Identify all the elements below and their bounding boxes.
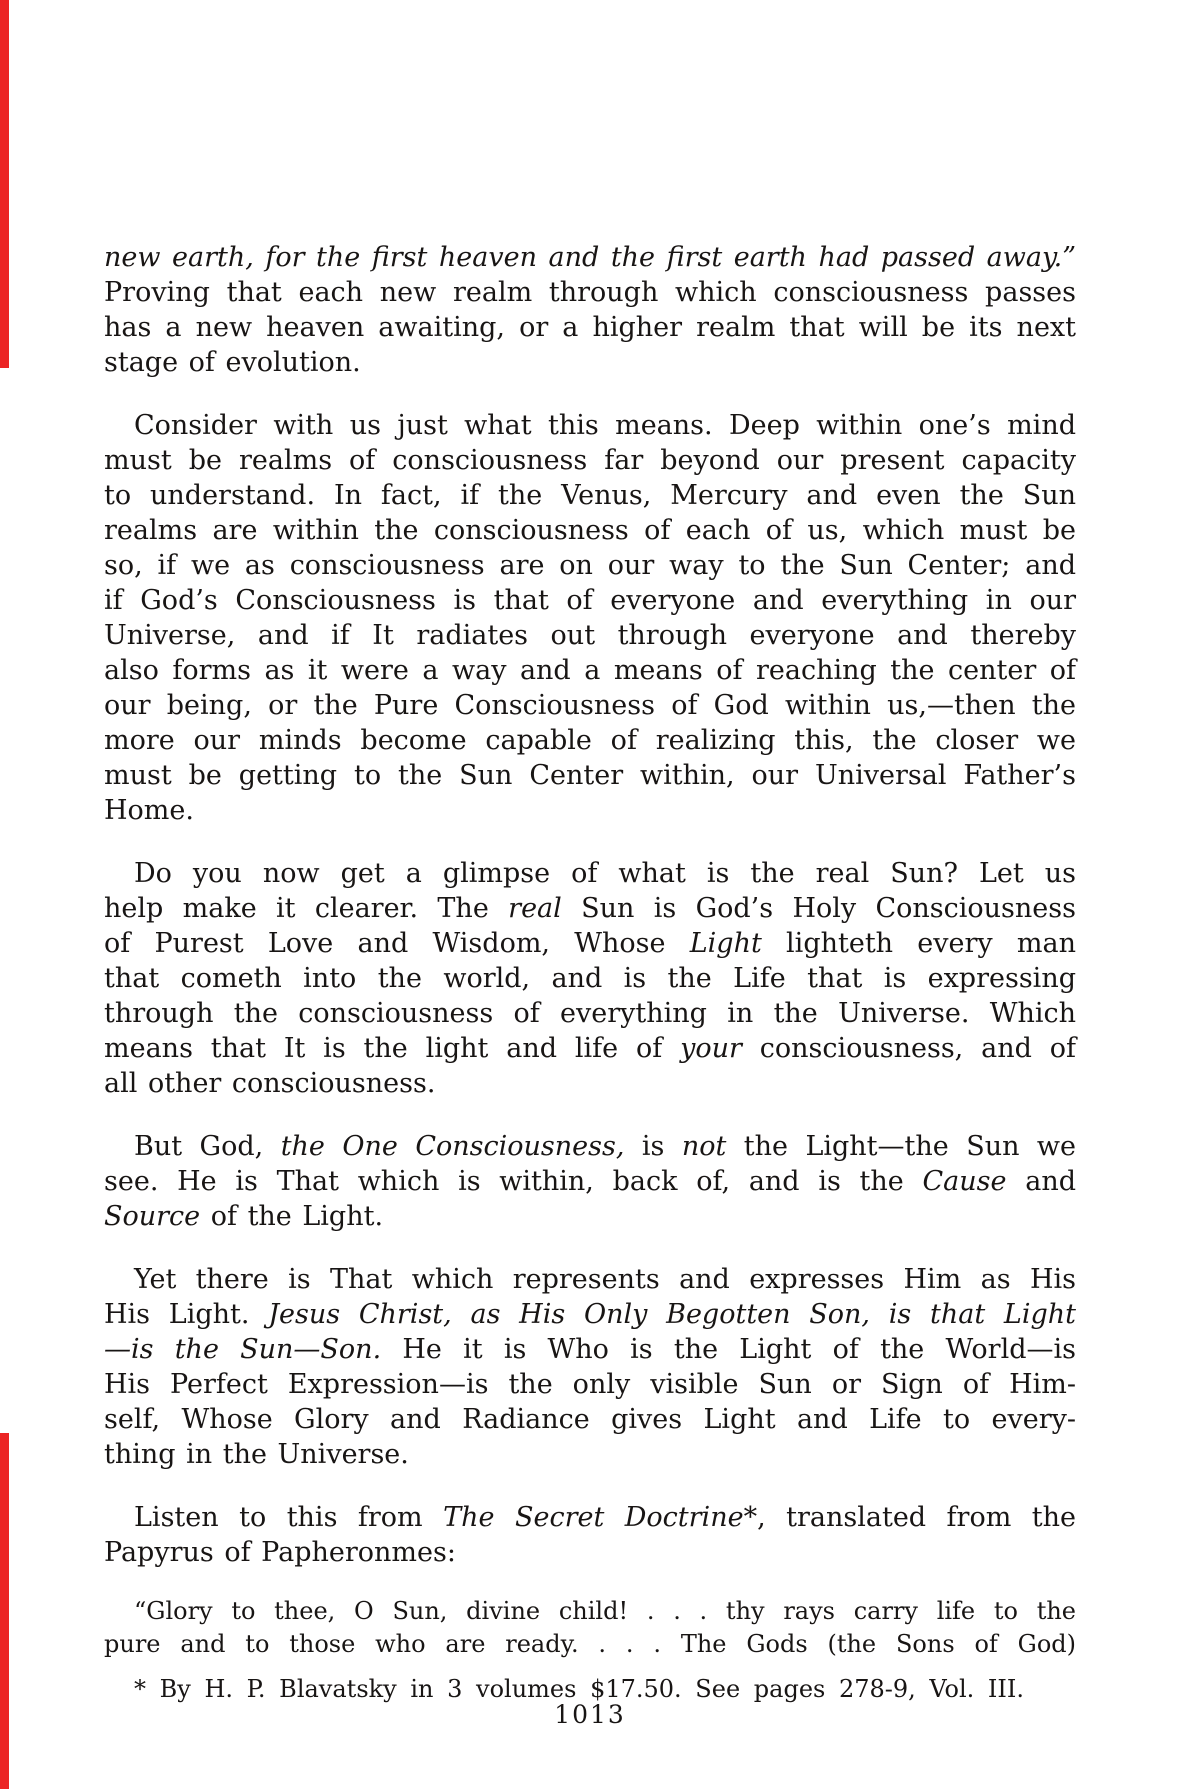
page-number: 1013 [554, 1700, 626, 1729]
text-segment: the Light—the Sun we [726, 1131, 1077, 1162]
text-line [104, 1535, 1076, 1570]
text-line [104, 856, 1076, 891]
italic-text: Cause [922, 1166, 1007, 1197]
page-edge-red-top [0, 0, 9, 368]
text-segment: Consider with us just what this means. Deep within one’s mind [134, 410, 1076, 441]
text-segment: help make it clearer. The [104, 893, 509, 924]
text-segment: realms are within the consciousness of each of us, which must be [104, 515, 1076, 546]
text-segment: pure and to those who are ready. . . . The Gods (the Sons of God) [104, 1630, 1076, 1658]
text-line [104, 583, 1076, 618]
text-line [104, 1164, 1076, 1199]
text-line [104, 310, 1076, 345]
text-segment: so, if we as consciousness are on our way to the Sun Center; and [104, 550, 1076, 581]
text-line [104, 443, 1076, 478]
text-line [104, 723, 1076, 758]
text-line [104, 1297, 1076, 1332]
text-segment: also forms as it were a way and a means of reaching the center of [104, 655, 1076, 686]
text-line [104, 1199, 1076, 1234]
paragraph-consider [104, 408, 1076, 828]
text-line [104, 1129, 1076, 1164]
text-line [104, 408, 1076, 443]
text-line [104, 1031, 1076, 1066]
paragraph-continued [104, 240, 1076, 380]
text-segment: is [624, 1131, 682, 1162]
text-line [104, 926, 1076, 961]
text-segment: means that It is the light and life of [104, 1033, 681, 1064]
text-segment: through the consciousness of everything in the Universe. Which [104, 998, 1076, 1029]
text-line [104, 1332, 1076, 1367]
text-segment: that cometh into the world, and is the Life that is expressing [104, 963, 1076, 994]
text-line [104, 1402, 1076, 1437]
italic-text: not [681, 1131, 727, 1162]
text-segment: must be realms of consciousness far beyond our present capacity [104, 445, 1076, 476]
text-line [104, 275, 1076, 310]
paragraph-but-god [104, 1129, 1076, 1234]
text-line [104, 345, 1076, 380]
text-segment: if God’s Consciousness is that of everyone and everything in our [104, 585, 1076, 616]
text-line [104, 548, 1076, 583]
italic-text: new earth, for the first heaven and the first earth had passed away.” [104, 242, 1076, 273]
paragraph-glimpse [104, 856, 1076, 1101]
text-segment: has a new heaven awaiting, or a higher realm that will be its next [104, 312, 1076, 343]
text-line [104, 996, 1076, 1031]
text-segment: more our minds become capable of realizing this, the closer we [104, 725, 1076, 756]
text-line [104, 513, 1076, 548]
italic-text: Light [689, 928, 762, 959]
text-segment: Home. [104, 795, 194, 826]
text-line [104, 758, 1076, 793]
text-line [104, 1595, 1076, 1628]
text-line [104, 891, 1076, 926]
italic-text: the One Consciousness, [280, 1131, 625, 1162]
text-segment: Do you now get a glimpse of what is the real Sun? Let us [134, 858, 1076, 889]
italic-text: your [680, 1033, 742, 1064]
text-segment: Yet there is That which represents and expresses Him as His [134, 1264, 1076, 1295]
text-segment: thing in the Universe. [104, 1439, 409, 1470]
text-segment: *, translated from the [743, 1502, 1076, 1533]
text-segment: self, Whose Glory and Radiance gives Light and Life to every- [104, 1404, 1076, 1435]
text-line [104, 1367, 1076, 1402]
text-segment: see. He is That which is within, back of, and is the [104, 1166, 923, 1197]
text-segment: must be getting to the Sun Center within, our Universal Father’s [104, 760, 1076, 791]
text-segment: * By H. P. Blavatsky in 3 volumes $17.50. See pages 278-9, Vol. III. [134, 1675, 1024, 1703]
text-segment: He it is Who is the Light of the World—is [381, 1334, 1076, 1365]
text-segment: His Light. [104, 1299, 269, 1330]
text-segment: all other consciousness. [104, 1068, 436, 1099]
text-segment: consciousness, and of [741, 1033, 1076, 1064]
text-line [104, 688, 1076, 723]
text-line [104, 653, 1076, 688]
text-segment: Proving that each new realm through which consciousness passes [104, 277, 1076, 308]
page-edge-red-bottom [0, 1433, 9, 1789]
paragraph-listen [104, 1500, 1076, 1570]
text-line [104, 1628, 1076, 1661]
text-segment: But God, [134, 1131, 281, 1162]
text-segment: “Glory to thee, O Sun, divine child! . . . thy rays carry life to the [134, 1597, 1076, 1625]
italic-text: Jesus Christ, as His Only Begotten Son, is that Light [268, 1299, 1077, 1330]
text-segment: Papyrus of Papheronmes: [104, 1537, 456, 1568]
text-line [104, 240, 1076, 275]
paragraph-yet-there [104, 1262, 1076, 1472]
text-line [104, 1066, 1076, 1101]
text-segment: of the Light. [200, 1201, 384, 1232]
text-segment: stage of evolution. [104, 347, 361, 378]
paragraph-quote [104, 1595, 1076, 1661]
text-line [104, 478, 1076, 513]
text-segment: Sun is God’s Holy Consciousness [561, 893, 1076, 924]
text-segment: Listen to this from [134, 1502, 444, 1533]
text-line [104, 1437, 1076, 1472]
text-line [104, 1500, 1076, 1535]
italic-text: Source [104, 1201, 201, 1232]
text-segment: to understand. In fact, if the Venus, Mercury and even the Sun [104, 480, 1076, 511]
italic-text: The Secret Doctrine [443, 1502, 744, 1533]
text-line [104, 961, 1076, 996]
text-line [104, 618, 1076, 653]
text-segment: His Perfect Expression—is the only visible Sun or Sign of Him- [104, 1369, 1076, 1400]
text-segment: lighteth every man [761, 928, 1076, 959]
text-column [104, 240, 1076, 1706]
text-segment: and [1006, 1166, 1077, 1197]
text-segment: our being, or the Pure Consciousness of God within us,—then the [104, 690, 1076, 721]
text-segment: of Purest Love and Wisdom, Whose [104, 928, 690, 959]
italic-text: —is the Sun—Son. [104, 1334, 382, 1365]
text-line [104, 793, 1076, 828]
text-segment: Universe, and if It radiates out through everyone and thereby [104, 620, 1076, 651]
text-line [104, 1262, 1076, 1297]
italic-text: real [508, 893, 562, 924]
